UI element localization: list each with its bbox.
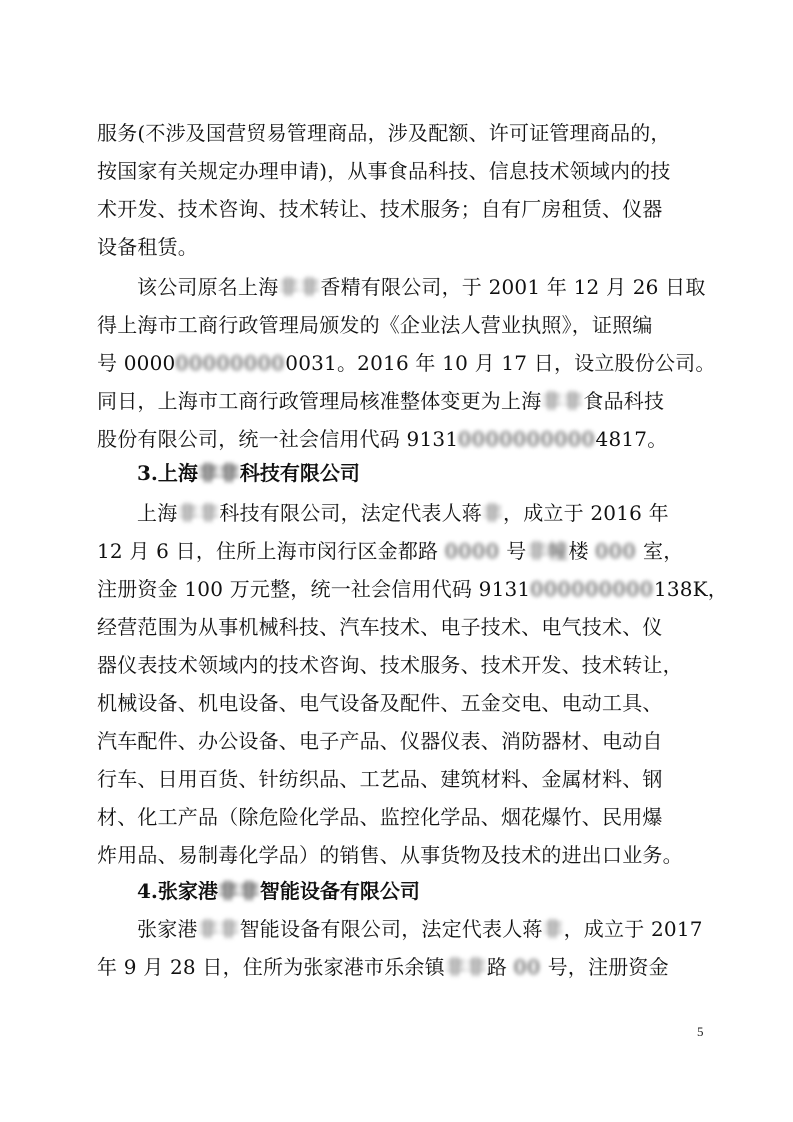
text-line: 汽车配件、办公设备、电子产品、仪器仪表、消防器材、电动自 (97, 729, 663, 753)
text-segment: 号 (499, 539, 527, 563)
redacted-text: 000000000 (530, 577, 654, 601)
text-segment: 同日，上海市工商行政管理局核准整体变更为上海 (97, 389, 542, 413)
text-line: 器仪表技术领域内的技术咨询、技术服务、技术开发、技术转让， (97, 653, 683, 677)
text-segment: 食品科技 (583, 389, 665, 413)
text-segment: 科技有限公司，法定代表人蒋 (219, 501, 483, 525)
text-line (137, 500, 669, 526)
redacted-text: 非 (482, 501, 504, 525)
text-line (97, 576, 728, 602)
redacted-text: 非非 (197, 917, 240, 941)
text-segment: 注册资金 100 万元整，统一社会信用代码 9131 (97, 577, 531, 601)
heading-segment: 智能设备有限公司 (259, 879, 420, 903)
text-segment: 12 月 6 日，住所上海市闵行区金都路 (97, 539, 445, 563)
redacted-text: 非 (542, 917, 564, 941)
text-segment: 楼 (568, 539, 596, 563)
text-segment: 年 9 月 28 日，住所为张家港市乐余镇 (97, 955, 445, 979)
redacted-text: 非非 (444, 955, 487, 979)
section-heading (137, 878, 420, 904)
page-number: 5 (697, 1024, 704, 1039)
text-segment: ，成立于 2016 年 (503, 501, 669, 525)
text-segment: 路 (486, 955, 514, 979)
text-line (97, 426, 667, 452)
text-line: 机械设备、机电设备、电气设备及配件、五金交电、电动工具、 (97, 691, 663, 715)
text-segment: 张家港 (137, 917, 198, 941)
text-line: 得上海市工商行政管理局颁发的《企业法人营业执照》，证照编 (97, 313, 653, 337)
section-heading (137, 460, 360, 486)
text-segment: 该公司原名上海 (137, 275, 279, 299)
text-line: 经营范围为从事机械科技、汽车技术、电子技术、电气技术、仪 (97, 615, 663, 639)
redacted-text: 非非 (541, 389, 584, 413)
text-line (97, 350, 716, 376)
text-segment: ，成立于 2017 (563, 917, 703, 941)
redacted-text: 非非 (278, 275, 321, 299)
heading-segment: 3.上海 (137, 461, 198, 485)
redacted-text: 0000000000 (458, 427, 596, 451)
text-segment: 0031。2016 年 10 月 17 日，设立股份公司。 (285, 351, 716, 375)
redacted-text: 非非 (177, 501, 220, 525)
text-line: 术开发、技术咨询、技术转让、技术服务；自有厂房租赁、仪器 (97, 197, 663, 221)
redacted-text: 非非 (217, 879, 260, 903)
text-line: 炸用品、易制毒化学品）的销售、从事货物及技术的进出口业务。 (97, 843, 683, 867)
text-line: 材、化工产品（除危险化学品、监控化学品、烟花爆竹、民用爆 (97, 805, 663, 829)
text-line (97, 538, 683, 564)
text-line (97, 388, 664, 414)
redacted-text: 非幢 (526, 539, 569, 563)
heading-segment: 4.张家港 (137, 879, 218, 903)
text-segment: 香精有限公司，于 2001 年 12 月 26 日取 (320, 275, 706, 299)
text-line: 设备租赁。 (97, 235, 198, 259)
text-segment: 号，注册资金 (541, 955, 669, 979)
text-line (137, 916, 703, 942)
text-line: 按国家有关规定办理申请)，从事食品科技、信息技术领域内的技 (97, 159, 671, 183)
redacted-text: 000 (595, 539, 637, 563)
redacted-text: 00 (513, 955, 542, 979)
heading-segment: 科技有限公司 (239, 461, 360, 485)
text-line (137, 274, 706, 300)
text-line: 行车、日用百货、针纺织品、工艺品、建筑材料、金属材料、钢 (97, 767, 663, 791)
text-segment: 号 0000 (97, 351, 176, 375)
text-segment: 138K， (653, 577, 729, 601)
redacted-text: 00000000 (175, 351, 286, 375)
text-segment: 智能设备有限公司，法定代表人蒋 (239, 917, 543, 941)
text-segment: 室， (636, 539, 684, 563)
text-segment: 上海 (137, 501, 178, 525)
text-line (97, 954, 669, 980)
redacted-text: 0000 (444, 539, 500, 563)
text-segment: 4817。 (595, 427, 668, 451)
text-line: 服务(不涉及国营贸易管理商品，涉及配额、许可证管理商品的， (97, 121, 671, 145)
text-segment: 股份有限公司，统一社会信用代码 9131 (97, 427, 459, 451)
redacted-text: 非非 (197, 461, 240, 485)
